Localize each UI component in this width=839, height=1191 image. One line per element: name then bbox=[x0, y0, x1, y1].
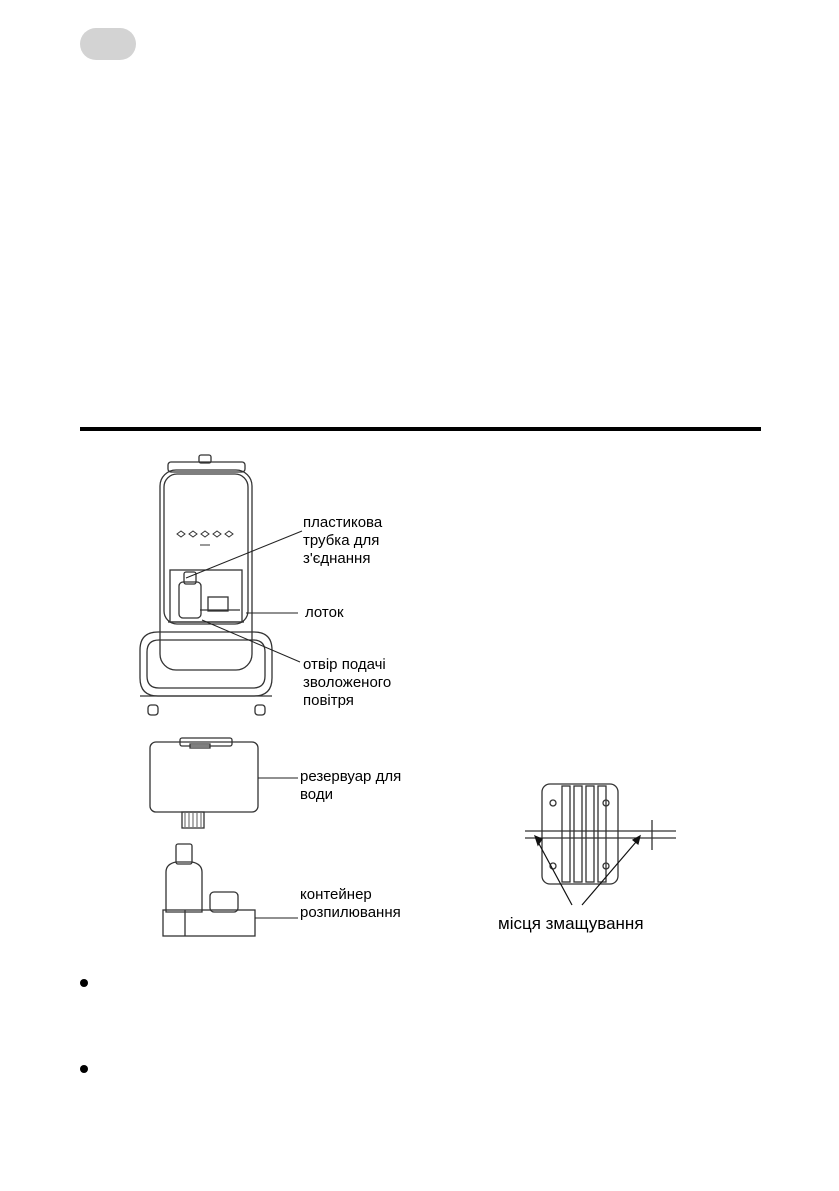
label-water-tank: резервуар для води bbox=[300, 768, 402, 803]
label-air-outlet: отвір подачі зволоженого повітря bbox=[303, 656, 392, 709]
label-tray: лоток bbox=[305, 604, 344, 621]
label-atomizing-container: контейнер розпилювання bbox=[300, 886, 401, 921]
bullet-point bbox=[80, 1065, 88, 1073]
label-plastic-tube: пластикова трубка для з'єднання bbox=[303, 514, 383, 567]
bullet-point bbox=[80, 979, 88, 987]
lubrication-points-caption: місця змащування bbox=[498, 914, 644, 933]
